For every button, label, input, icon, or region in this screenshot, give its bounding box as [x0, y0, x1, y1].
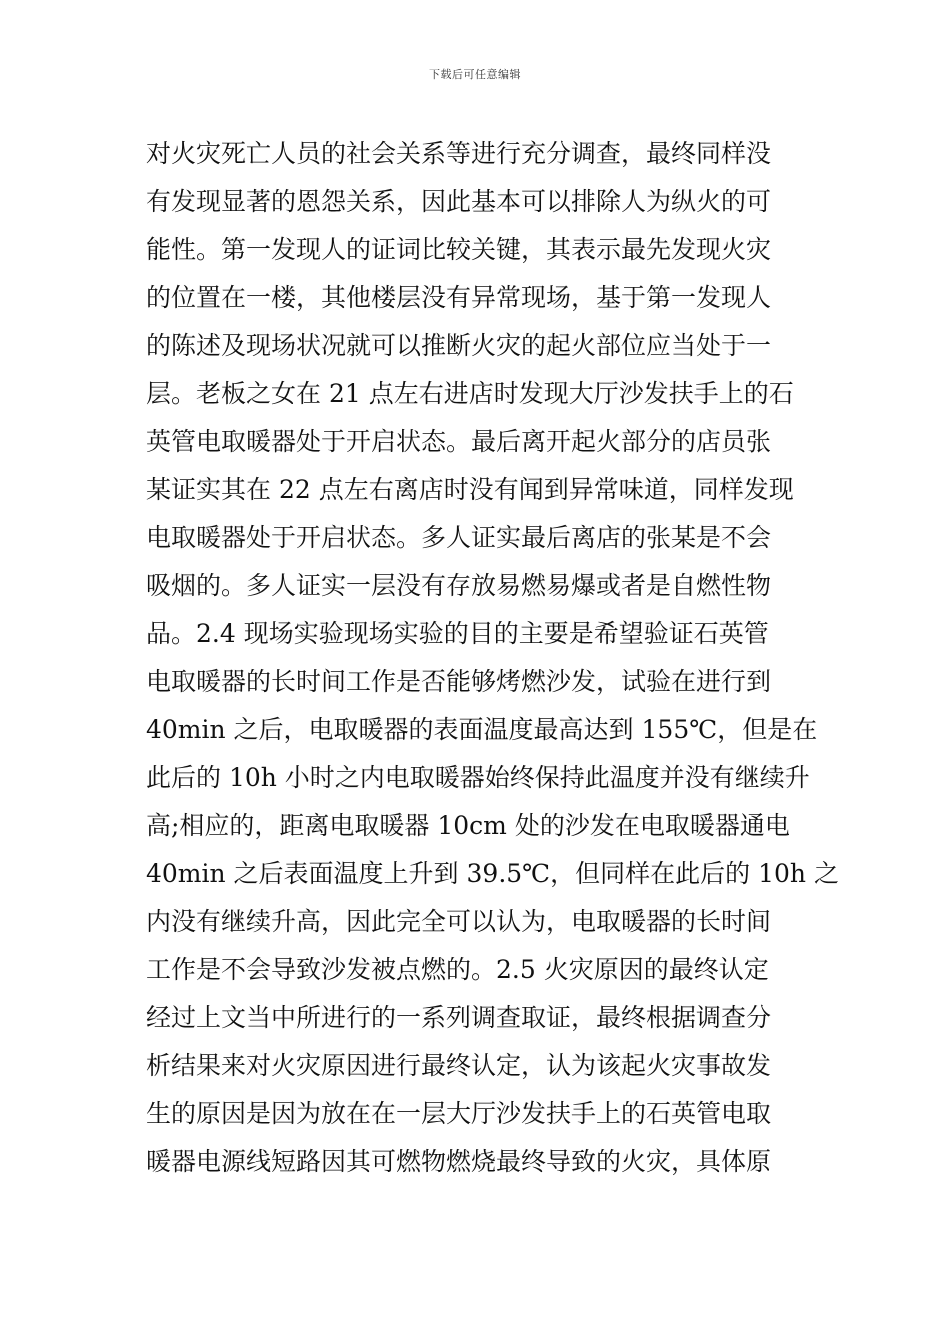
text-line: 生的原因是因为放在在一层大厅沙发扶手上的石英管电取: [146, 1099, 772, 1128]
text-line: 能性。第一发现人的证词比较关键，其表示最先发现火灾: [146, 235, 772, 264]
text-line: 工作是不会导致沙发被点燃的。2.5 火灾原因的最终认定: [146, 955, 769, 984]
text-line: 的位置在一楼，其他楼层没有异常现场，基于第一发现人: [146, 283, 772, 312]
text-line: 英管电取暖器处于开启状态。最后离开起火部分的店员张: [146, 427, 772, 456]
page-header: 下载后可任意编辑: [429, 68, 521, 81]
text-line: 电取暖器处于开启状态。多人证实最后离店的张某是不会: [146, 523, 772, 552]
text-line: 高;相应的，距离电取暖器 10cm 处的沙发在电取暖器通电: [146, 811, 790, 840]
text-line: 吸烟的。多人证实一层没有存放易燃易爆或者是自燃性物: [146, 571, 772, 600]
text-line: 层。老板之女在 21 点左右进店时发现大厅沙发扶手上的石: [146, 379, 794, 408]
text-line: 此后的 10h 小时之内电取暖器始终保持此温度并没有继续升: [146, 763, 810, 792]
text-line: 暖器电源线短路因其可燃物燃烧最终导致的火灾，具体原: [146, 1147, 772, 1176]
text-line: 对火灾死亡人员的社会关系等进行充分调查，最终同样没: [146, 139, 772, 168]
text-line: 的陈述及现场状况就可以推断火灾的起火部位应当处于一: [146, 331, 772, 360]
text-line: 析结果来对火灾原因进行最终认定，认为该起火灾事故发: [146, 1051, 772, 1080]
text-line: 40min 之后，电取暖器的表面温度最高达到 155℃，但是在: [146, 715, 818, 744]
text-line: 有发现显著的恩怨关系，因此基本可以排除人为纵火的可: [146, 187, 772, 216]
text-line: 电取暖器的长时间工作是否能够烤燃沙发，试验在进行到: [146, 667, 772, 696]
text-line: 40min 之后表面温度上升到 39.5℃，但同样在此后的 10h 之: [146, 859, 839, 888]
text-line: 某证实其在 22 点左右离店时没有闻到异常味道，同样发现: [146, 475, 794, 504]
text-line: 经过上文当中所进行的一系列调查取证，最终根据调查分: [146, 1003, 772, 1032]
text-line: 内没有继续升高，因此完全可以认为，电取暖器的长时间: [146, 907, 772, 936]
text-line: 品。2.4 现场实验现场实验的目的主要是希望验证石英管: [146, 619, 769, 648]
body-text: [146, 130, 839, 1186]
